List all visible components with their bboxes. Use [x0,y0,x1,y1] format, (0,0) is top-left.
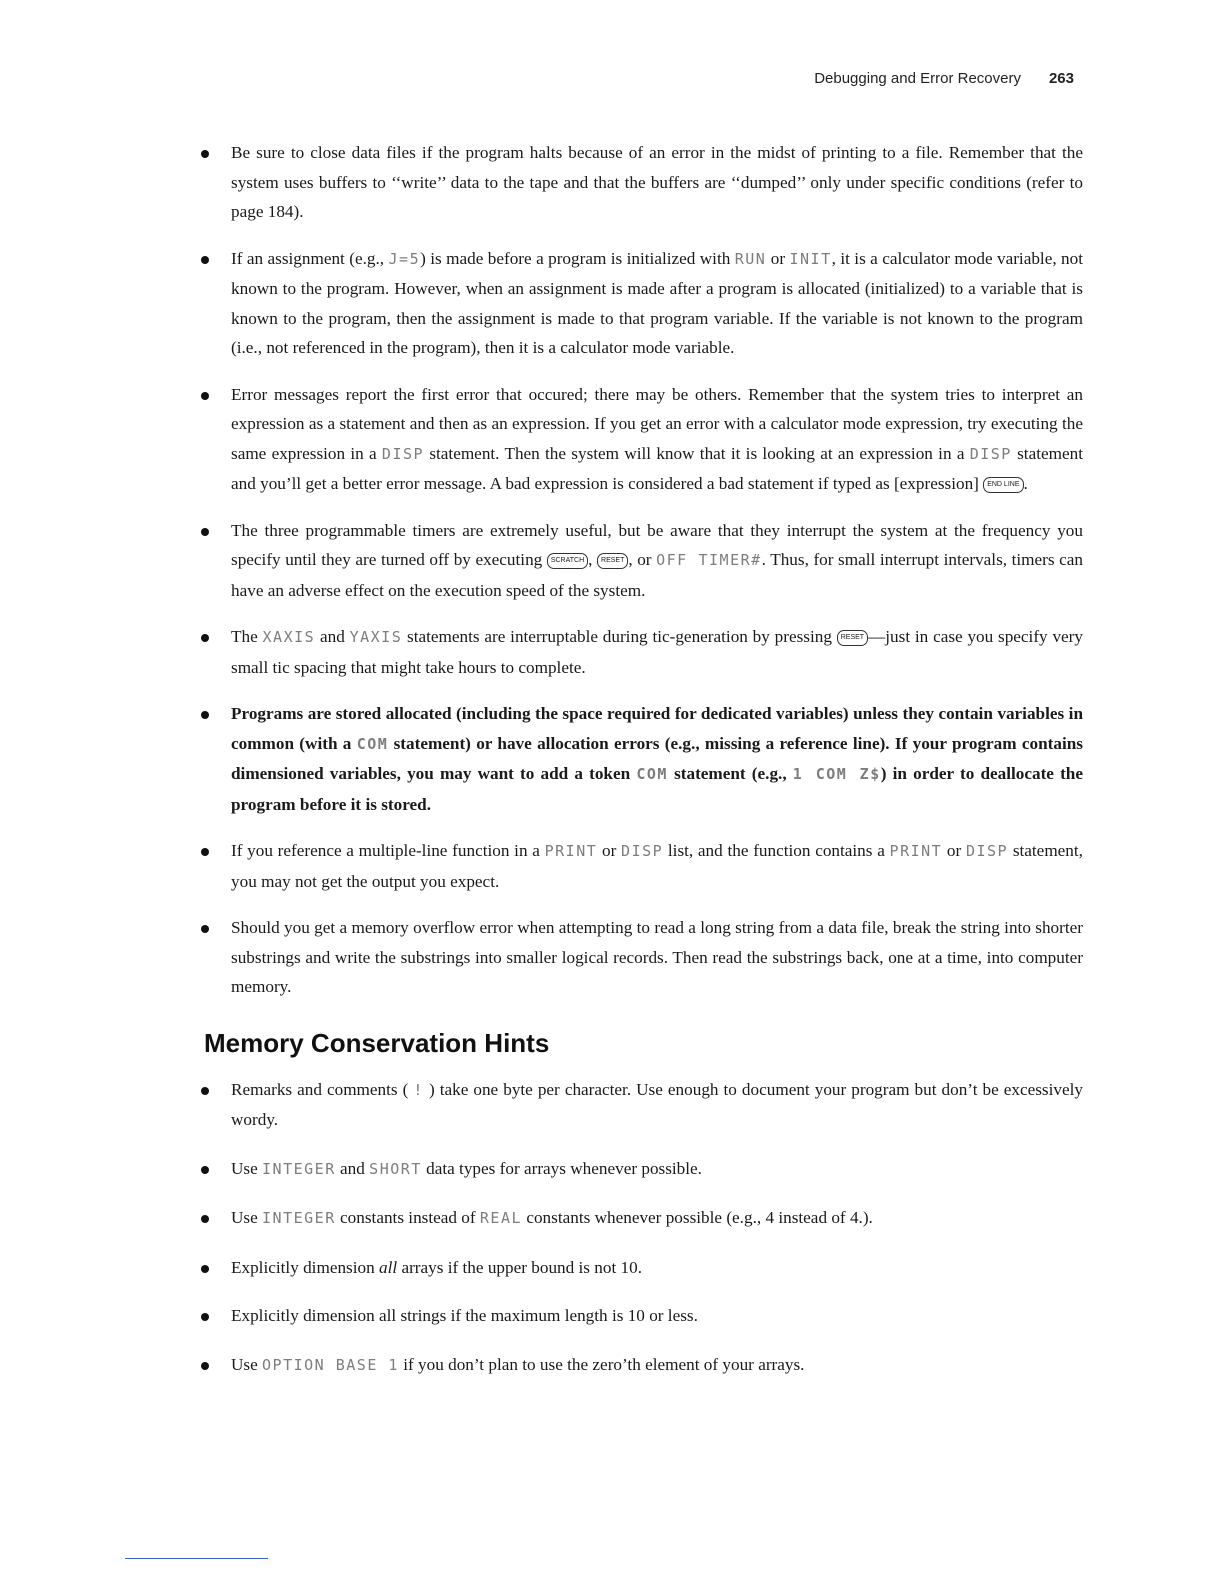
keyword: J=5 [388,249,421,268]
text: Programs are stored allocated (including the space required for dedicated variables) unless they contain variables in common (with a [231,704,1083,753]
text: Explicitly dimension [231,1257,379,1277]
debugging-tips-list [198,138,1083,1002]
text: statements are interruptable during tic-generation by pressing [402,627,837,646]
text: Use [231,1354,263,1374]
text: and [335,1158,370,1178]
text: constants instead of [335,1208,480,1227]
keyword: INTEGER [262,1209,336,1227]
list-item [198,380,1083,499]
text: or [597,841,622,860]
text: —just in case you specify very small tic spacing that might take hours to complete. [231,627,1083,677]
scratch-key-icon: SCRATCH [547,553,588,569]
keyword: INIT [789,249,832,268]
text: Remarks and comments ( [231,1079,414,1099]
list-item [198,138,1083,227]
text: The three programmable timers are extremely useful, but be aware that they interrupt the system at the frequency you specify until they are turned off by executing [231,520,1083,569]
list-item [198,913,1083,1002]
memory-hints-list [198,1075,1083,1381]
reset-key-icon: RESET [597,553,628,569]
keyword: DISP [381,444,425,463]
keyword: INTEGER [262,1159,336,1178]
text: The [231,627,263,646]
keyword: RUN [734,249,767,268]
list-item [198,244,1083,363]
text: Use [231,1208,263,1227]
list-item [198,516,1083,606]
keyword: XAXIS [262,628,316,646]
text: , [588,550,598,569]
running-title: Debugging and Error Recovery [814,70,1021,87]
list-item [198,1301,1083,1331]
text: , it is a calculator mode variable, not known to the program. However, when an assignment is made after a program is allocated (initialized) to a variable that is known to the program, then the assignment is made to that program variable. If the variable is not known to the program (i.e., not referenced in the program), then it is a calculator mode variable. [231,248,1084,357]
keyword: PRINT [889,842,943,860]
keyword: COM [636,765,668,783]
text: statement, you may not get the output you expect. [231,841,1083,891]
text: If you reference a multiple-line function in a [231,841,545,860]
end-line-key-icon: END LINE [983,477,1023,493]
footer-rule [125,1558,268,1559]
list-item [198,1203,1083,1234]
text: list, and the function contains a [663,841,890,860]
keyword: PRINT [544,842,598,860]
emphasis: all [379,1257,398,1277]
text: ) in order to deallocate the program before it is stored. [231,764,1083,814]
text: ) take one byte per character. Use enough to document your program but don’t be excessively wordy. [231,1079,1083,1129]
text: statement. Then the system will know that it is looking at an expression in a [424,443,970,463]
text: statement and you’ll get a better error message. A bad expression is considered a bad statement if typed as [expression] [231,443,1083,493]
section-title: Memory Conservation Hints [204,1027,550,1058]
keyword: YAXIS [349,628,403,646]
page-content [198,138,1083,1399]
running-header [814,70,1074,87]
text: or [766,248,790,268]
keyword: OPTION BASE 1 [262,1355,399,1374]
list-item [198,836,1083,896]
keyword: ! [413,1080,424,1099]
text: . Thus, for small interrupt intervals, timers can have an adverse effect on the execution speed of the system. [231,550,1083,600]
text: Be sure to close data files if the program halts because of an error in the midst of printing to a file. Remember that the system uses buffers to ‘‘write’’ data to the tape and that the buffers are ‘‘dumped’’ only under specific conditions (refer to page 184). [231,143,1083,221]
text: statement (e.g., [667,764,793,783]
text: , or [628,550,657,569]
list-item [198,1253,1083,1283]
text: . [1023,474,1028,493]
list-item [198,1075,1083,1135]
text: and [315,627,350,646]
text: Error messages report the first error that occured; there may be others. Remember that the system tries to interpret an expression as a statement and then as an expression. If you get an error with a calculator mode expression, try executing the same expression in a [231,384,1083,463]
list-item [198,1154,1083,1185]
keyword: DISP [969,444,1012,463]
reset-key-icon: RESET [837,630,868,646]
text: arrays if the upper bound is not 10. [397,1257,643,1277]
keyword: SHORT [369,1159,422,1178]
keyword: OFF TIMER# [656,551,762,569]
text: If an assignment (e.g., [231,248,389,268]
list-item [198,622,1083,682]
text: data types for arrays whenever possible. [421,1158,702,1178]
text: constants whenever possible (e.g., 4 instead of 4.). [522,1208,873,1227]
keyword: DISP [965,842,1009,860]
list-item [198,1350,1083,1381]
keyword: REAL [479,1209,523,1227]
text: ) is made before a program is initialized with [420,248,735,268]
text: or [942,841,966,860]
text: Use [231,1158,263,1178]
text: statement) or have allocation errors (e.g., missing a reference line). If your program contains dimensioned variables, you may want to add a token [231,733,1083,783]
text: if you don’t plan to use the zero’th element of your arrays. [398,1354,805,1374]
keyword: DISP [621,842,664,860]
keyword: COM [356,734,389,753]
keyword: 1 COM Z$ [792,765,881,783]
page-number: 263 [1048,70,1074,87]
list-item [198,699,1083,819]
text: Should you get a memory overflow error when attempting to read a long string from a data file, break the string into shorter substrings and write the substrings into smaller logical records. Then read the substrings back, one at a time, into computer memory. [231,918,1083,996]
text: Explicitly dimension all strings if the maximum length is 10 or less. [231,1306,698,1325]
